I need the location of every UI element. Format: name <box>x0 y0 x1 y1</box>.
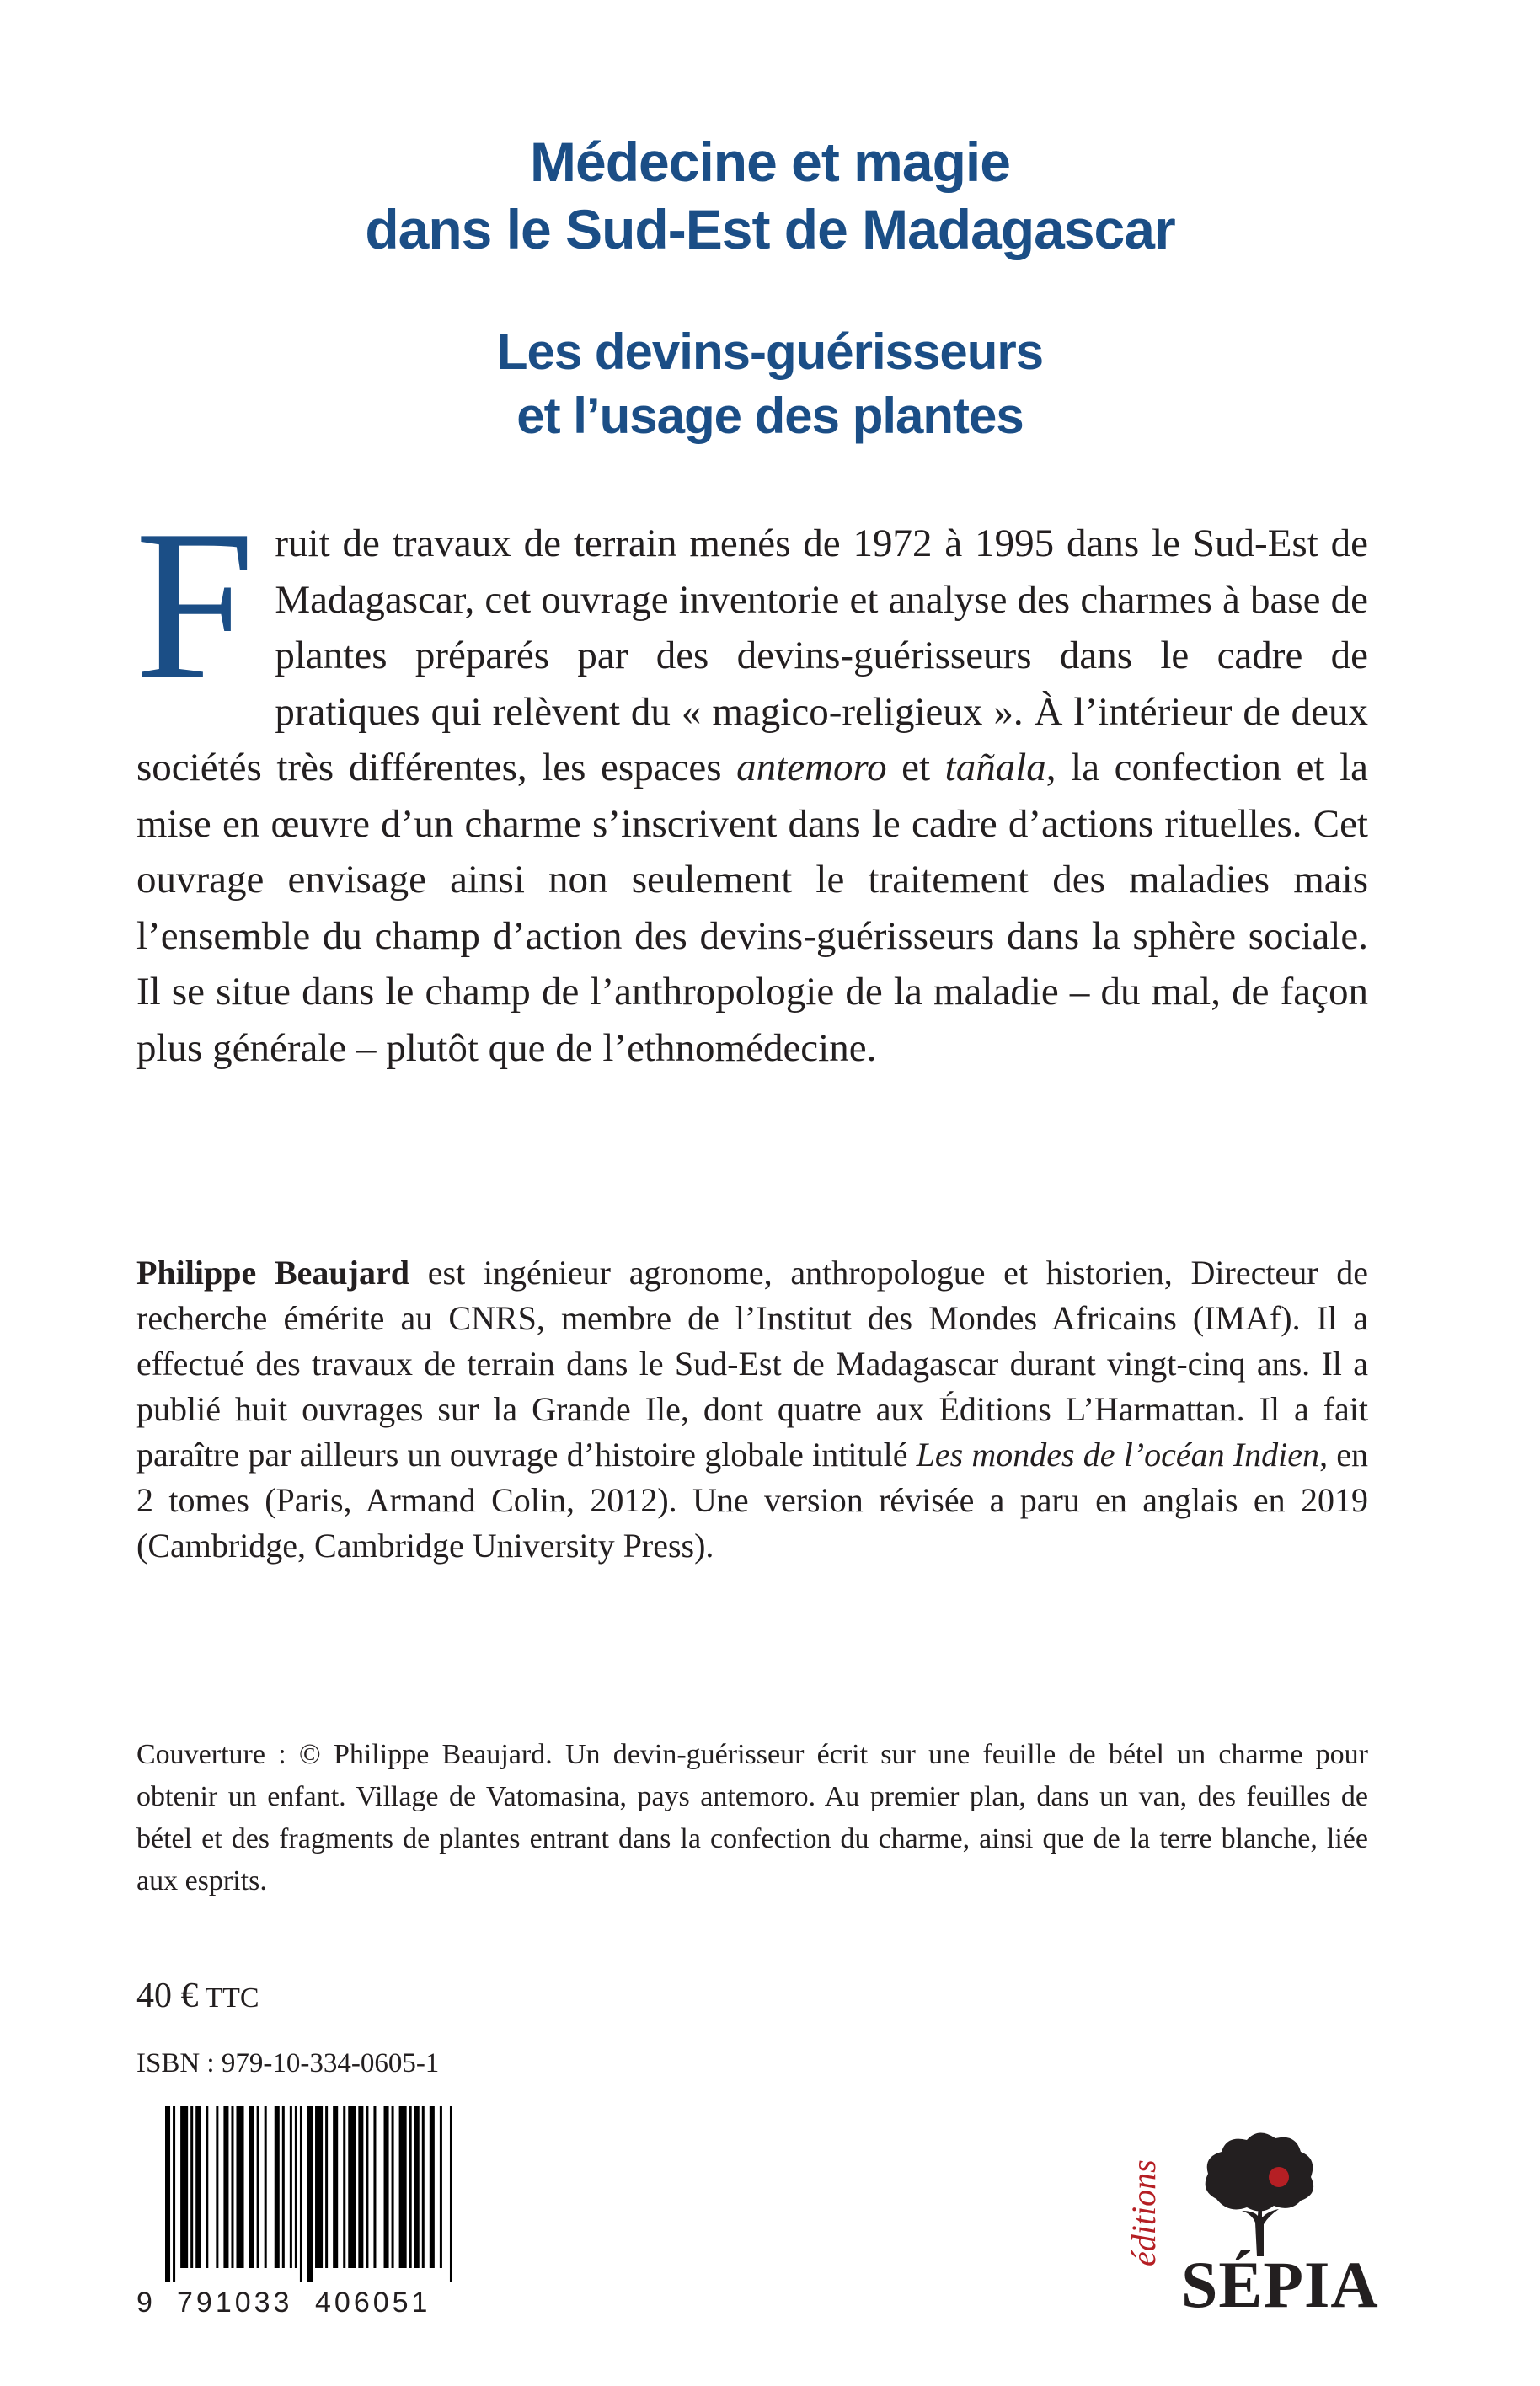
summary-italic-antemoro: antemoro <box>736 746 887 789</box>
book-title-line-2: dans le Sud-Est de Madagascar <box>365 198 1175 260</box>
bio-book-title: Les mondes de l’océan Indien <box>916 1436 1320 1474</box>
barcode-group-2: 406051 <box>315 2287 431 2319</box>
barcode-bar <box>422 2106 425 2268</box>
barcode-group-1: 791033 <box>177 2287 293 2319</box>
barcode-bar <box>223 2106 228 2268</box>
barcode-bar <box>290 2106 292 2268</box>
barcode-icon <box>165 2106 455 2282</box>
barcode-bar <box>257 2106 259 2268</box>
barcode-bar <box>216 2106 218 2268</box>
price <box>136 1975 259 2020</box>
book-subtitle-line-2: et l’usage des plantes <box>516 388 1024 444</box>
bio-text-2: , en 2 tomes (Paris, Armand Colin, 2012). Une version révisée a paru en anglais en 2019 (Cambridge, Cambridge University Press). <box>136 1436 1369 1565</box>
barcode-bar <box>373 2106 376 2268</box>
author-name: Philippe Beaujard <box>136 1254 410 1292</box>
barcode-bar <box>180 2106 188 2268</box>
barcode-bar <box>165 2106 170 2282</box>
summary-paragraph <box>135 486 1369 1076</box>
barcode-bar <box>325 2106 328 2268</box>
drop-cap: F <box>135 486 255 725</box>
barcode-bar <box>358 2106 363 2268</box>
barcode-bar <box>300 2106 302 2282</box>
barcode-bar <box>348 2106 356 2268</box>
barcode-bar <box>231 2106 233 2268</box>
barcode-lead-digit: 9 <box>136 2287 152 2319</box>
barcode-bar <box>450 2106 452 2282</box>
cover-credit: Couverture : © Philippe Beaujard. Un devin-guérisseur écrit sur une feuille de bétel un charme pour obtenir un enfant. Village de Vatomasina, pays antemoro. Au premier plan, dans un van, des feuilles de bétel et des fragments de plantes entrant dans la confection du charme, ainsi que de la terre blanche, liée aux esprits. <box>136 1739 1368 1896</box>
book-title-line-1: Médecine et magie <box>530 131 1010 193</box>
book-title <box>0 128 1540 263</box>
barcode-bar <box>343 2106 345 2268</box>
barcode-bar <box>236 2106 243 2268</box>
price-suffix: TTC <box>198 1982 259 2014</box>
barcode-bar <box>333 2106 338 2268</box>
author-bio <box>136 1250 1368 1569</box>
barcode-bar <box>206 2106 208 2268</box>
book-subtitle <box>0 320 1540 448</box>
barcode-bar <box>307 2106 313 2282</box>
barcode-bar <box>195 2106 201 2268</box>
barcode-bar <box>173 2106 175 2282</box>
barcode <box>136 2106 458 2327</box>
barcode-bar <box>399 2106 407 2268</box>
barcode-bar <box>409 2106 412 2268</box>
barcode-bar <box>384 2106 389 2268</box>
barcode-bar <box>249 2106 254 2268</box>
publisher-editions-label: éditions <box>1125 2159 1163 2266</box>
barcode-bar <box>275 2106 280 2268</box>
price-amount: 40 € <box>136 1977 199 2015</box>
barcode-digits <box>136 2287 458 2320</box>
barcode-bar <box>440 2106 442 2268</box>
barcode-bar <box>190 2106 193 2268</box>
barcode-bar <box>392 2106 394 2268</box>
publisher-name: SÉPIA <box>1181 2248 1379 2321</box>
summary-text-1: ruit de travaux de terrain menés de 1972 à 1995 dans le Sud-Est de Madagascar, cet ouvrage inventorie et analyse des charmes à base de plantes préparés par des devins-guérisseurs dans le cadre de pratiques qui relèvent du « magico-religieux ». À l’intérieur de deux sociétés très différentes, les espaces <box>136 522 1368 789</box>
book-subtitle-line-1: Les devins-guérisseurs <box>496 324 1044 380</box>
barcode-bar <box>414 2106 420 2268</box>
summary-italic-tanala: tañala <box>944 746 1046 789</box>
barcode-bar <box>265 2106 267 2268</box>
summary-text-3: , la confection et la mise en œuvre d’un charme s’inscrivent dans le cadre d’actions rituelles. Cet ouvrage envisage ainsi non seulement le traitement des maladies mais l’ensemble du champ d’action des devins-guérisseurs dans la sphère sociale. Il se situe dans le champ de l’anthropologie de la maladie – du mal, de façon plus générale – plutôt que de l’ethnomédecine. <box>136 746 1369 1070</box>
summary-text-2: et <box>886 746 945 789</box>
bio-text-1: est ingénieur agronome, anthropologue et historien, Directeur de recherche émérite au CNRS, membre de l’Institut des Mondes Africains (IMAf). Il a effectué des travaux de terrain dans le Sud-Est de Madagascar durant vingt-cinq ans. Il a publié huit ouvrages sur la Grande Ile, dont quatre aux Éditions L’Harmattan. Il a fait paraître par ailleurs un ouvrage d’histoire globale intitulé <box>136 1254 1369 1474</box>
barcode-bar <box>282 2106 285 2268</box>
barcode-bar <box>430 2106 435 2268</box>
publisher-logo <box>1124 2123 1377 2334</box>
barcode-bar <box>295 2106 297 2268</box>
barcode-bar <box>366 2106 368 2268</box>
barcode-bar <box>315 2106 323 2268</box>
isbn: ISBN : 979-10-334-0605-1 <box>136 2048 440 2078</box>
tree-logo-icon <box>1191 2123 1326 2258</box>
